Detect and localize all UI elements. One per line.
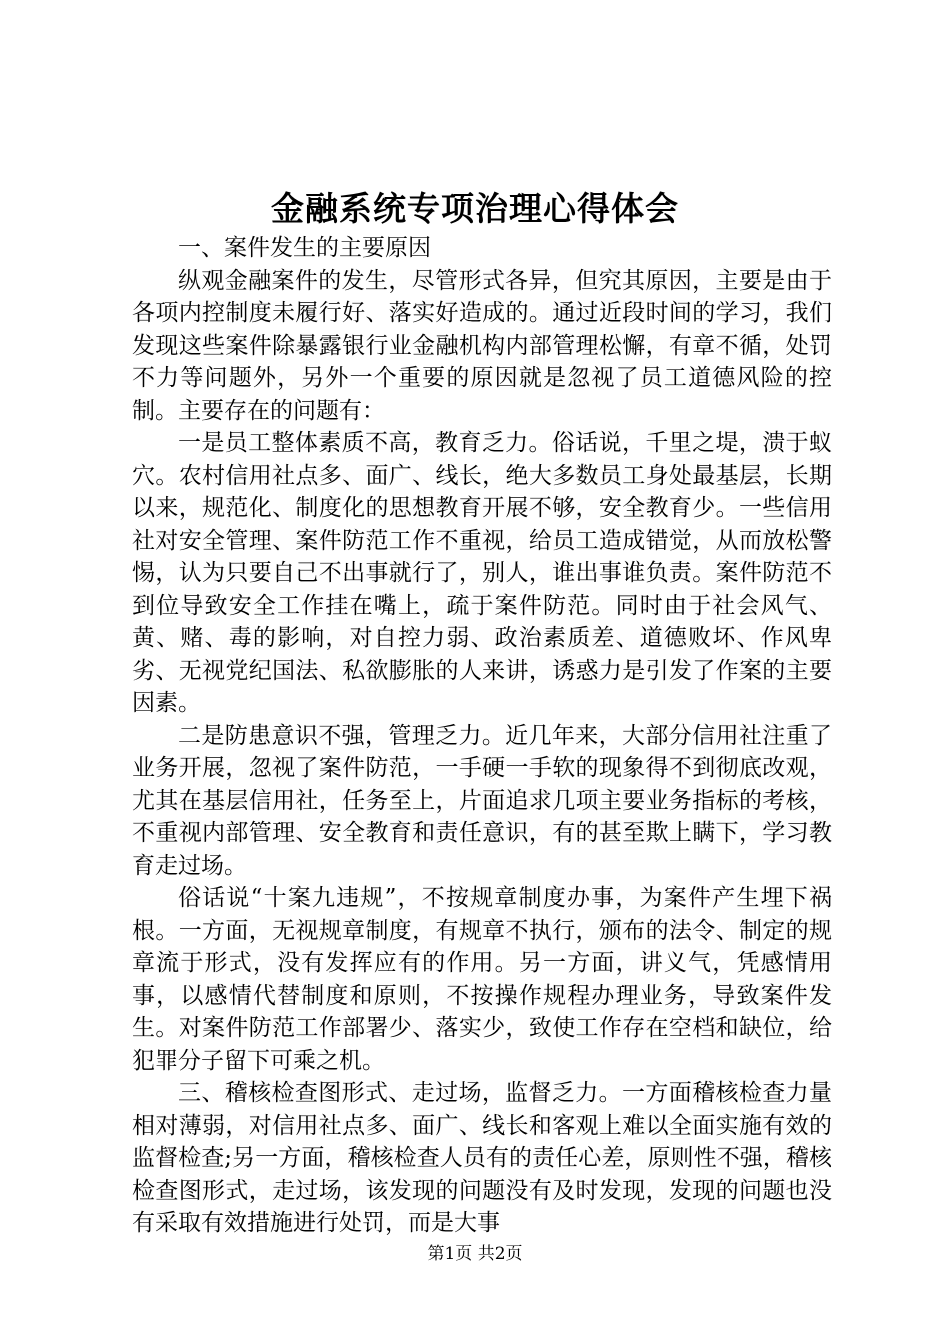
paragraph-1: 纵观金融案件的发生，尽管形式各异，但究其原因，主要是由于各项内控制度未履行好、落实好造成的。通过近段时间的学习，我们发现这些案件除暴露银行业金融机构内部管理松懈，有章不循，处罚不力等问题外，另外一个重要的原因就是忽视了员工道德风险的控制。主要存在的问题有： xyxy=(132,267,832,424)
document-title: 金融系统专项治理心得体会 xyxy=(271,189,679,228)
page-number-footer: 第1页 共2页 xyxy=(427,1244,523,1264)
paragraph-4: 俗话说“十案九违规”，不按规章制度办事，为案件产生埋下祸根。一方面，无视规章制度，有规章不执行，颁布的法令、制定的规章流于形式，没有发挥应有的作用。另一方面，讲义气，凭感情用事，以感情代替制度和原则，不按操作规程办理业务，导致案件发生。对案件防范工作部署少、落实少，致使工作存在空档和缺位，给犯罪分子留下可乘之机。 xyxy=(132,885,832,1074)
paragraph-heading-1: 一、案件发生的主要原因 xyxy=(178,235,431,261)
paragraph-5: 三、稽核检查图形式、走过场，监督乏力。一方面稽核检查力量相对薄弱，对信用社点多、面广、线长和客观上难以全面实施有效的监督检查;另一方面，稽核检查人员有的责任心差，原则性不强，稽核检查图形式，走过场，该发现的问题没有及时发现，发现的问题也没有采取有效措施进行处罚，而是大事 xyxy=(132,1080,832,1236)
document-body xyxy=(132,232,832,1240)
paragraph-3: 二是防患意识不强，管理乏力。近几年来，大部分信用社注重了业务开展，忽视了案件防范，一手硬一手软的现象得不到彻底改观，尤其在基层信用社，任务至上，片面追求几项主要业务指标的考核，不重视内部管理、安全教育和责任意识，有的甚至欺上瞒下，学习教育走过场。 xyxy=(132,722,832,879)
paragraph-2: 一是员工整体素质不高，教育乏力。俗话说，千里之堤，溃于蚁穴。农村信用社点多、面广、线长，绝大多数员工身处最基层，长期以来，规范化、制度化的思想教育开展不够，安全教育少。一些信用社对安全管理、案件防范工作不重视，给员工造成错觉，从而放松警惕，认为只要自己不出事就行了，别人，谁出事谁负责。案件防范不到位导致安全工作挂在嘴上，疏于案件防范。同时由于社会风气、黄、赌、毒的影响，对自控力弱、政治素质差、道德败坏、作风卑劣、无视党纪国法、私欲膨胀的人来讲，诱惑力是引发了作案的主要因素。 xyxy=(132,430,832,716)
